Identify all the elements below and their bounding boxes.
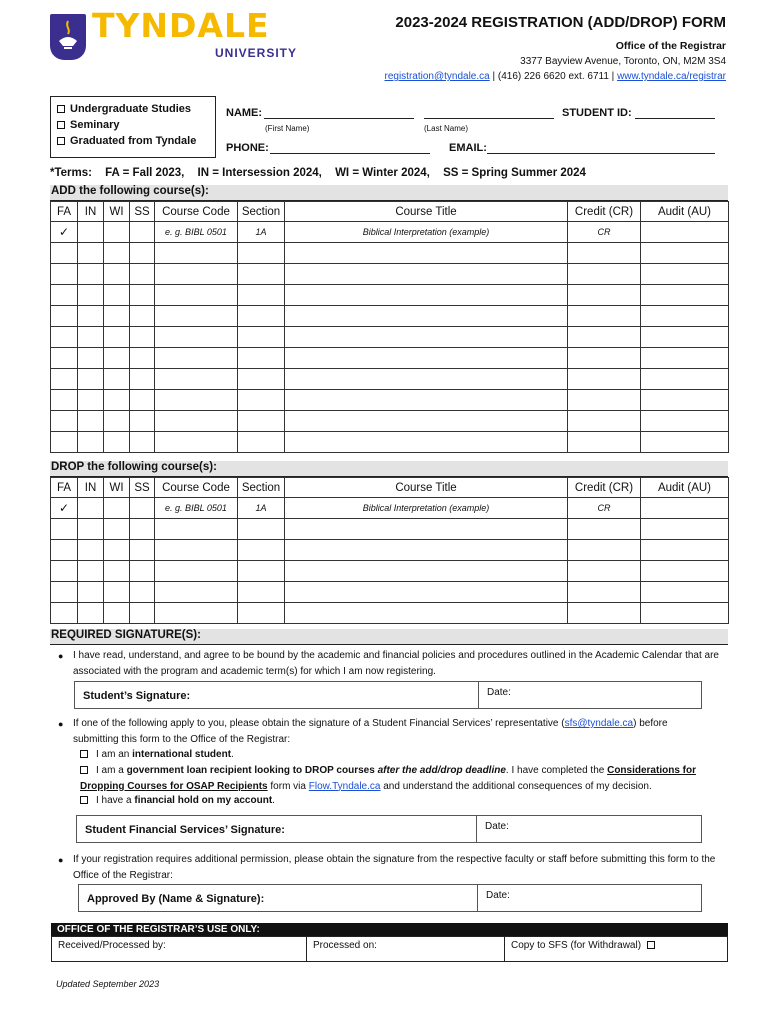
table-row <box>51 582 729 603</box>
table-cell[interactable] <box>568 561 641 582</box>
table-cell[interactable] <box>238 306 285 327</box>
table-cell[interactable] <box>51 582 78 603</box>
table-cell[interactable] <box>641 603 729 624</box>
table-cell[interactable] <box>51 327 78 348</box>
checkbox-icon[interactable] <box>80 750 88 758</box>
university-logo-crest <box>50 14 86 60</box>
program-option[interactable]: Graduated from Tyndale <box>57 133 209 149</box>
table-cell[interactable] <box>568 411 641 432</box>
sfs-signature-box <box>76 815 702 843</box>
table-cell[interactable] <box>155 432 238 453</box>
table-cell[interactable] <box>641 411 729 432</box>
checkbox-icon[interactable] <box>80 766 88 774</box>
table-cell[interactable] <box>51 519 78 540</box>
example-credit: CR <box>568 222 641 243</box>
registration-email-link[interactable]: registration@tyndale.ca <box>384 71 490 82</box>
col-course-title: Course Title <box>285 202 568 222</box>
col-ss: SS <box>130 478 155 498</box>
separator: | <box>611 71 615 82</box>
table-cell[interactable] <box>130 327 155 348</box>
table-cell[interactable] <box>568 390 641 411</box>
flow-tyndale-link[interactable]: Flow.Tyndale.ca <box>308 780 381 792</box>
phone-field[interactable] <box>270 153 430 154</box>
table-cell[interactable] <box>78 432 104 453</box>
table-cell[interactable] <box>641 519 729 540</box>
table-cell[interactable] <box>51 285 78 306</box>
table-cell[interactable] <box>130 582 155 603</box>
program-options-box <box>50 96 216 158</box>
table-cell[interactable] <box>78 540 104 561</box>
check-international: I am an international student. <box>80 747 720 763</box>
col-credit: Credit (CR) <box>568 478 641 498</box>
table-cell[interactable] <box>155 519 238 540</box>
osap-considerations-link[interactable]: Considerations for Dropping Courses for OSAP Recipients <box>80 765 696 792</box>
drop-section-heading: DROP the following course(s): <box>50 461 728 477</box>
table-cell[interactable] <box>238 243 285 264</box>
table-cell[interactable] <box>238 561 285 582</box>
table-cell[interactable] <box>130 603 155 624</box>
table-cell[interactable] <box>130 264 155 285</box>
table-cell[interactable] <box>104 603 130 624</box>
table-cell[interactable] <box>78 243 104 264</box>
table-cell[interactable] <box>238 327 285 348</box>
col-course-code: Course Code <box>155 202 238 222</box>
table-row <box>51 603 729 624</box>
table-cell[interactable] <box>285 348 568 369</box>
name-label: NAME: <box>226 107 263 119</box>
checkbox-icon[interactable] <box>647 941 655 949</box>
form-title: 2023-2024 REGISTRATION (ADD/DROP) FORM <box>395 14 726 31</box>
table-cell[interactable] <box>155 306 238 327</box>
table-cell[interactable] <box>78 327 104 348</box>
student-id-field[interactable] <box>635 118 715 119</box>
registrar-phone: (416) 226 6620 ext. 6711 <box>497 71 609 82</box>
col-fa: FA <box>51 202 78 222</box>
logo-subtitle: UNIVERSITY <box>215 46 298 60</box>
table-cell[interactable] <box>568 603 641 624</box>
table-cell[interactable] <box>104 561 130 582</box>
table-cell[interactable] <box>568 369 641 390</box>
table-cell[interactable] <box>285 540 568 561</box>
table-cell[interactable] <box>104 432 130 453</box>
table-row <box>51 243 729 264</box>
bullet-icon: ● <box>58 855 64 865</box>
sfs-date-field[interactable]: Date: <box>485 821 509 832</box>
col-credit: Credit (CR) <box>568 202 641 222</box>
table-cell[interactable] <box>285 285 568 306</box>
table-cell[interactable] <box>104 222 130 243</box>
col-wi: WI <box>104 478 130 498</box>
table-cell[interactable] <box>51 432 78 453</box>
table-cell[interactable] <box>285 390 568 411</box>
table-cell[interactable] <box>641 561 729 582</box>
table-cell[interactable] <box>130 519 155 540</box>
table-cell[interactable] <box>238 519 285 540</box>
lamp-icon <box>55 19 81 53</box>
table-row <box>51 561 729 582</box>
separator: | <box>492 71 496 82</box>
table-cell[interactable] <box>155 582 238 603</box>
table-row <box>51 519 729 540</box>
table-cell[interactable] <box>641 285 729 306</box>
table-cell[interactable] <box>155 411 238 432</box>
table-cell[interactable] <box>104 498 130 519</box>
table-cell[interactable] <box>51 390 78 411</box>
table-cell[interactable] <box>130 390 155 411</box>
example-credit: CR <box>568 498 641 519</box>
table-cell[interactable] <box>155 540 238 561</box>
sfs-instruction: If one of the following apply to you, please obtain the signature of a Student Financial Services’ representative (sfs@tyndale.ca) before submitting this form to the Office of the Registrar: <box>73 718 668 745</box>
table-row <box>51 411 729 432</box>
bullet-icon: ● <box>58 651 64 661</box>
col-course-title: Course Title <box>285 478 568 498</box>
sfs-signature-field[interactable]: Student Financial Services’ Signature: <box>77 816 477 842</box>
table-row <box>51 285 729 306</box>
first-name-caption: (First Name) <box>265 124 310 133</box>
table-cell[interactable] <box>285 243 568 264</box>
student-date-field[interactable]: Date: <box>487 687 511 698</box>
example-course-title: Biblical Interpretation (example) <box>285 222 568 243</box>
col-fa: FA <box>51 478 78 498</box>
table-cell[interactable] <box>78 348 104 369</box>
table-cell[interactable] <box>568 519 641 540</box>
table-cell[interactable] <box>568 264 641 285</box>
updated-date: Updated September 2023 <box>56 979 160 989</box>
table-cell[interactable] <box>78 603 104 624</box>
table-cell[interactable] <box>155 603 238 624</box>
table-cell[interactable] <box>285 369 568 390</box>
phone-label: PHONE: <box>226 142 269 154</box>
table-cell[interactable] <box>78 369 104 390</box>
checkbox-icon[interactable] <box>80 796 88 804</box>
table-cell[interactable] <box>104 390 130 411</box>
table-cell[interactable] <box>238 264 285 285</box>
table-cell[interactable] <box>285 306 568 327</box>
table-header-row <box>51 478 729 498</box>
table-cell[interactable] <box>130 285 155 306</box>
table-cell[interactable] <box>104 519 130 540</box>
last-name-field[interactable] <box>424 118 554 119</box>
table-cell[interactable] <box>51 540 78 561</box>
table-cell[interactable] <box>51 306 78 327</box>
table-cell[interactable] <box>78 582 104 603</box>
table-row <box>51 327 729 348</box>
table-cell[interactable] <box>51 243 78 264</box>
table-cell[interactable] <box>155 348 238 369</box>
office-use-row <box>51 936 728 962</box>
table-cell[interactable] <box>238 540 285 561</box>
table-cell[interactable] <box>641 264 729 285</box>
table-cell[interactable] <box>51 264 78 285</box>
agreement-text: I have read, understand, and agree to be bound by the academic and financial policies and procedures outlined in the Academic Calendar that are associated with the program and academic term(s) for which I am now registering. <box>73 650 719 677</box>
table-cell[interactable] <box>104 348 130 369</box>
table-cell[interactable] <box>104 264 130 285</box>
table-row <box>51 432 729 453</box>
table-cell[interactable] <box>285 411 568 432</box>
table-cell[interactable] <box>78 498 104 519</box>
table-cell[interactable] <box>285 561 568 582</box>
copy-sfs-field: Copy to SFS (for Withdrawal) <box>505 937 727 961</box>
office-address: 3377 Bayview Avenue, Toronto, ON, M2M 3S4 <box>520 56 726 67</box>
student-id-label: STUDENT ID: <box>562 107 632 119</box>
last-name-caption: (Last Name) <box>424 124 469 133</box>
registrar-web-link[interactable]: www.tyndale.ca/registrar <box>617 71 726 82</box>
table-cell[interactable] <box>568 327 641 348</box>
table-cell[interactable] <box>130 561 155 582</box>
table-cell[interactable] <box>130 498 155 519</box>
table-row <box>51 369 729 390</box>
table-cell[interactable] <box>104 243 130 264</box>
table-cell[interactable] <box>155 243 238 264</box>
table-cell[interactable] <box>130 222 155 243</box>
approval-signature-field[interactable]: Approved By (Name & Signature): <box>79 885 478 911</box>
table-cell[interactable] <box>641 243 729 264</box>
table-cell[interactable] <box>285 432 568 453</box>
table-row <box>51 540 729 561</box>
email-label: EMAIL: <box>449 142 487 154</box>
col-audit: Audit (AU) <box>641 202 729 222</box>
table-cell[interactable] <box>51 411 78 432</box>
check-mark-icon: ✓ <box>51 222 78 243</box>
table-cell[interactable] <box>155 285 238 306</box>
table-cell[interactable] <box>238 390 285 411</box>
office-name: Office of the Registrar <box>615 40 726 52</box>
table-cell[interactable] <box>568 243 641 264</box>
table-cell[interactable] <box>130 369 155 390</box>
table-cell[interactable] <box>104 327 130 348</box>
table-cell[interactable] <box>641 369 729 390</box>
checkbox-icon[interactable] <box>57 121 65 129</box>
table-cell[interactable] <box>285 264 568 285</box>
table-cell[interactable] <box>104 285 130 306</box>
table-cell[interactable] <box>641 432 729 453</box>
table-cell[interactable] <box>130 243 155 264</box>
signatures-heading: REQUIRED SIGNATURE(S): <box>50 629 728 645</box>
table-cell[interactable] <box>568 306 641 327</box>
table-cell[interactable] <box>238 369 285 390</box>
col-course-code: Course Code <box>155 478 238 498</box>
check-loan-recipient: I am a government loan recipient looking to DROP courses after the add/drop deadline. I have completed the Considerations for Dropping Courses for OSAP Recipients form via Flow.Tyndale.ca and understand the additional consequences of my decision. <box>80 765 696 792</box>
table-cell[interactable] <box>78 390 104 411</box>
table-cell[interactable] <box>155 561 238 582</box>
table-cell[interactable] <box>104 369 130 390</box>
office-use-heading: OFFICE OF THE REGISTRAR’S USE ONLY: <box>51 923 728 936</box>
contact-line <box>384 71 726 82</box>
table-cell[interactable] <box>104 540 130 561</box>
example-row <box>51 498 729 519</box>
table-cell[interactable] <box>51 369 78 390</box>
program-option[interactable]: Undergraduate Studies <box>57 101 209 117</box>
table-cell[interactable] <box>51 561 78 582</box>
table-cell[interactable] <box>238 411 285 432</box>
table-cell[interactable] <box>78 264 104 285</box>
table-cell[interactable] <box>78 561 104 582</box>
example-section: 1A <box>238 498 285 519</box>
table-cell[interactable] <box>155 369 238 390</box>
col-ss: SS <box>130 202 155 222</box>
table-cell[interactable] <box>568 348 641 369</box>
table-cell[interactable] <box>78 285 104 306</box>
col-in: IN <box>78 202 104 222</box>
table-cell[interactable] <box>238 348 285 369</box>
processed-on-field[interactable]: Processed on: <box>307 937 505 961</box>
table-cell[interactable] <box>78 519 104 540</box>
table-cell[interactable] <box>568 285 641 306</box>
col-section: Section <box>238 478 285 498</box>
table-cell[interactable] <box>78 222 104 243</box>
email-field[interactable] <box>487 153 715 154</box>
table-cell[interactable] <box>238 285 285 306</box>
table-cell[interactable] <box>104 582 130 603</box>
table-cell[interactable] <box>285 603 568 624</box>
table-row <box>51 348 729 369</box>
table-cell[interactable] <box>78 411 104 432</box>
table-cell[interactable] <box>130 540 155 561</box>
table-header-row <box>51 202 729 222</box>
example-section: 1A <box>238 222 285 243</box>
table-cell[interactable] <box>285 582 568 603</box>
table-row <box>51 264 729 285</box>
example-course-code: e. g. BIBL 0501 <box>155 222 238 243</box>
sfs-email-link[interactable]: sfs@tyndale.ca <box>564 718 634 729</box>
student-signature-field[interactable]: Student’s Signature: <box>75 682 479 708</box>
table-cell[interactable] <box>285 519 568 540</box>
table-cell[interactable] <box>641 327 729 348</box>
table-cell[interactable] <box>568 432 641 453</box>
table-cell[interactable] <box>641 540 729 561</box>
table-cell[interactable] <box>238 432 285 453</box>
additional-permission-text: If your registration requires additional permission, please obtain the signature from the respective faculty or staff before submitting this form to the Office of the Registrar: <box>73 854 716 881</box>
example-course-code: e. g. BIBL 0501 <box>155 498 238 519</box>
table-cell[interactable] <box>238 603 285 624</box>
bullet-icon: ● <box>58 719 64 729</box>
received-by-field[interactable]: Received/Processed by: <box>52 937 307 961</box>
check-financial-hold: I have a financial hold on my account. <box>80 793 720 809</box>
table-cell[interactable] <box>155 264 238 285</box>
table-cell[interactable] <box>641 390 729 411</box>
approval-date-field[interactable]: Date: <box>486 890 510 901</box>
first-name-field[interactable] <box>264 118 414 119</box>
table-row <box>51 306 729 327</box>
student-signature-box <box>74 681 702 709</box>
col-in: IN <box>78 478 104 498</box>
add-section-heading: ADD the following course(s): <box>50 185 728 201</box>
approval-signature-box <box>78 884 702 912</box>
table-cell[interactable] <box>641 348 729 369</box>
table-cell[interactable] <box>155 390 238 411</box>
table-cell[interactable] <box>285 327 568 348</box>
terms-legend: *Terms: FA = Fall 2023, IN = Intersession 2024, WI = Winter 2024, SS = Spring Summer 2024 <box>50 167 586 179</box>
table-cell[interactable] <box>641 582 729 603</box>
table-cell[interactable] <box>641 498 729 519</box>
program-option[interactable]: Seminary <box>57 117 209 133</box>
table-cell[interactable] <box>104 306 130 327</box>
checkbox-icon[interactable] <box>57 105 65 113</box>
table-cell[interactable] <box>78 306 104 327</box>
drop-courses-table <box>50 477 729 624</box>
example-row <box>51 222 729 243</box>
table-cell[interactable] <box>568 540 641 561</box>
table-cell[interactable] <box>130 306 155 327</box>
table-cell[interactable] <box>641 306 729 327</box>
table-cell[interactable] <box>568 582 641 603</box>
add-courses-table <box>50 201 729 453</box>
table-cell[interactable] <box>130 411 155 432</box>
table-cell[interactable] <box>104 411 130 432</box>
checkbox-icon[interactable] <box>57 137 65 145</box>
table-cell[interactable] <box>641 222 729 243</box>
table-cell[interactable] <box>51 603 78 624</box>
table-cell[interactable] <box>238 582 285 603</box>
col-section: Section <box>238 202 285 222</box>
col-wi: WI <box>104 202 130 222</box>
table-cell[interactable] <box>130 432 155 453</box>
col-audit: Audit (AU) <box>641 478 729 498</box>
table-cell[interactable] <box>155 327 238 348</box>
logo-wordmark: TYNDALE <box>92 6 270 45</box>
check-mark-icon: ✓ <box>51 498 78 519</box>
table-cell[interactable] <box>51 348 78 369</box>
table-cell[interactable] <box>130 348 155 369</box>
table-row <box>51 390 729 411</box>
example-course-title: Biblical Interpretation (example) <box>285 498 568 519</box>
